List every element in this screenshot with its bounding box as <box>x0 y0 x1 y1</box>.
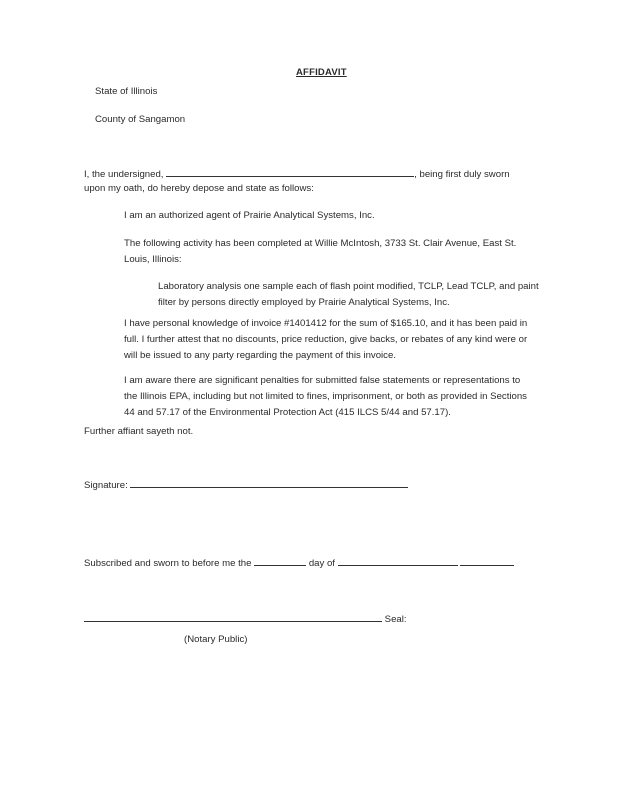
activity-line1: The following activity has been completed at Willie McIntosh, 3733 St. Clair Avenue, East St. <box>124 238 517 249</box>
intro-paragraph-line2: upon my oath, do hereby depose and state as follows: <box>84 183 314 194</box>
day-of-text: day of <box>308 558 335 569</box>
county-line: County of Sangamon <box>95 114 186 125</box>
month-blank <box>338 556 458 566</box>
intro-end-text: , being first duly sworn <box>414 169 510 180</box>
intro-start-text: I, the undersigned, <box>84 169 164 180</box>
subscribed-text: Subscribed and sworn to before me the <box>84 558 252 569</box>
knowledge-line3: will be issued to any party regarding the payment of this invoice. <box>124 350 396 361</box>
affidavit-title: AFFIDAVIT <box>296 67 347 78</box>
lab-analysis-line2: filter by persons directly employed by Prairie Analytical Systems, Inc. <box>158 297 450 308</box>
seal-label: Seal: <box>384 614 407 625</box>
day-blank <box>254 556 306 566</box>
intro-paragraph-line1 <box>84 167 510 180</box>
knowledge-line1: I have personal knowledge of invoice #1401412 for the sum of $165.10, and it has been paid in <box>124 318 528 329</box>
knowledge-line2: full. I further attest that no discounts, price reduction, give backs, or rebates of any kind were or <box>124 334 528 345</box>
seal-row <box>84 612 407 625</box>
subscribed-row <box>84 556 514 569</box>
penalty-line3: 44 and 57.17 of the Environmental Protection Act (415 ILCS 5/44 and 57.17). <box>124 407 451 418</box>
further-affiant: Further affiant sayeth not. <box>84 426 194 437</box>
signature-blank <box>130 478 408 488</box>
year-blank <box>460 556 514 566</box>
penalty-line1: I am aware there are significant penalties for submitted false statements or representations to <box>124 375 521 386</box>
undersigned-name-blank <box>166 167 414 177</box>
notary-public-label: (Notary Public) <box>184 634 248 645</box>
lab-analysis-line1: Laboratory analysis one sample each of flash point modified, TCLP, Lead TCLP, and paint <box>158 281 539 292</box>
signature-label: Signature: <box>84 480 128 491</box>
signature-row <box>84 478 408 491</box>
penalty-line2: the Illinois EPA, including but not limited to fines, imprisonment, or both as provided in Sections <box>124 391 527 402</box>
activity-line2: Louis, Illinois: <box>124 254 182 265</box>
agent-statement: I am an authorized agent of Prairie Analytical Systems, Inc. <box>124 210 375 221</box>
notary-signature-blank <box>84 612 382 622</box>
state-line: State of Illinois <box>95 86 158 97</box>
